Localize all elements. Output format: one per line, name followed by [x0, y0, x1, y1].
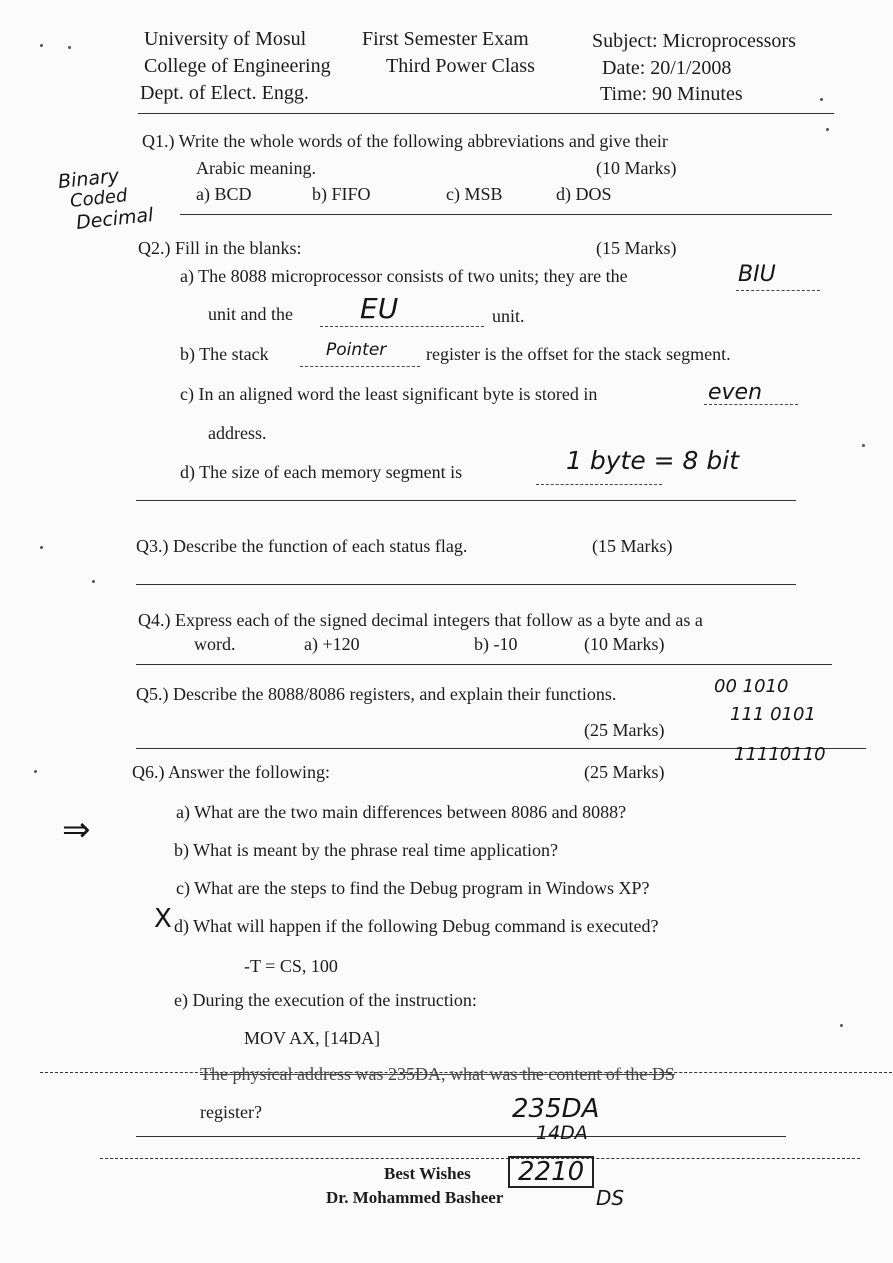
q1-title: Q1.) Write the whole words of the following abbreviations and give their — [142, 131, 668, 151]
handwriting-decimal: Decimal — [75, 204, 155, 234]
blank-d — [536, 484, 662, 485]
arrow-icon: ⇒ — [62, 810, 91, 850]
q1-item-d: d) DOS — [556, 184, 612, 204]
q4-title: Q4.) Express each of the signed decimal integers that follow as a byte and as a — [138, 610, 703, 630]
footer-divider — [100, 1158, 860, 1159]
q6-item-b: b) What is meant by the phrase real time application? — [174, 840, 559, 860]
q2-marks: (15 Marks) — [596, 238, 677, 258]
q5-marks: (25 Marks) — [584, 720, 665, 740]
q6-item-c: c) What are the steps to find the Debug program in Windows XP? — [176, 878, 650, 898]
answer-biu: BIU — [738, 262, 776, 287]
speckle — [34, 770, 37, 773]
q3-divider — [136, 584, 796, 585]
handwriting-ds: DS — [596, 1186, 625, 1210]
q1-divider — [180, 214, 832, 215]
handwriting-binary-3: 11110110 — [734, 744, 826, 765]
q2-a-line2: unit and the — [208, 304, 293, 324]
answer-even: even — [708, 380, 763, 405]
cross-mark-icon: X — [154, 904, 172, 934]
author: Dr. Mohammed Basheer — [326, 1188, 504, 1207]
speckle — [820, 98, 823, 101]
q6-instruction: MOV AX, [14DA] — [244, 1028, 381, 1048]
answer-ds-value: 2210 — [508, 1156, 594, 1188]
handwriting-binary-2: 111 0101 — [730, 704, 816, 725]
university-name: University of Mosul — [144, 28, 307, 50]
q5-title: Q5.) Describe the 8088/8086 registers, and explain their functions. — [136, 684, 617, 704]
q6-title: Q6.) Answer the following: — [132, 762, 330, 782]
q2-divider — [136, 500, 796, 501]
q1-item-b: b) FIFO — [312, 184, 371, 204]
q2-b-start: b) The stack — [180, 344, 269, 364]
q6-item-e: e) During the execution of the instruction: — [174, 990, 477, 1010]
q2-title: Q2.) Fill in the blanks: — [138, 238, 302, 258]
q6-struck-text: The physical address was 235DA, what was the content of the DS — [200, 1064, 675, 1084]
speckle — [92, 580, 95, 583]
q2-c-line1: c) In an aligned word the least significant byte is stored in — [180, 384, 598, 404]
answer-pointer: Pointer — [326, 340, 387, 360]
blank-a1 — [736, 290, 820, 291]
q1-item-a: a) BCD — [196, 184, 252, 204]
q3-title: Q3.) Describe the function of each status flag. — [136, 536, 468, 556]
q4-item-a: a) +120 — [304, 634, 360, 654]
q2-d-line1: d) The size of each memory segment is — [180, 462, 463, 482]
q6-register: register? — [200, 1102, 262, 1122]
speckle — [840, 1024, 843, 1027]
q1-item-c: c) MSB — [446, 184, 503, 204]
subject: Subject: Microprocessors — [592, 30, 796, 52]
q4-marks: (10 Marks) — [584, 634, 665, 654]
handwriting-coded: Coded — [69, 185, 129, 212]
q6-debug-command: -T = CS, 100 — [244, 956, 338, 976]
exam-title: First Semester Exam — [362, 28, 529, 50]
speckle — [40, 546, 43, 549]
answer-address: 235DA — [512, 1094, 600, 1124]
time-limit: Time: 90 Minutes — [600, 83, 743, 105]
q2-b-end: register is the offset for the stack segment. — [426, 344, 731, 364]
speckle — [826, 128, 829, 131]
speckle — [862, 444, 865, 447]
answer-eu: EU — [360, 292, 399, 325]
speckle — [40, 44, 43, 47]
handwriting-binary: Binary — [57, 164, 121, 194]
q2-a-line1: a) The 8088 microprocessor consists of two units; they are the — [180, 266, 628, 286]
date: Date: 20/1/2008 — [602, 57, 732, 79]
q2-a-line3: unit. — [492, 306, 525, 326]
handwriting-binary-1: 00 1010 — [714, 676, 789, 697]
best-wishes: Best Wishes — [384, 1164, 471, 1183]
header-divider — [138, 113, 834, 114]
department: Dept. of Elect. Engg. — [140, 82, 309, 104]
speckle — [68, 46, 71, 49]
class: Third Power Class — [386, 55, 535, 77]
q2-c-line2: address. — [208, 423, 267, 443]
college: College of Engineering — [144, 55, 331, 77]
q4-line2: word. — [194, 634, 236, 654]
q6-divider — [136, 1136, 786, 1137]
q4-item-b: b) -10 — [474, 634, 518, 654]
blank-b — [300, 366, 420, 367]
q6-item-d: d) What will happen if the following Debug command is executed? — [174, 916, 659, 936]
q6-item-a: a) What are the two main differences between 8086 and 8088? — [176, 802, 627, 822]
q1-line2: Arabic meaning. — [196, 158, 316, 178]
q3-marks: (15 Marks) — [592, 536, 673, 556]
q6-marks: (25 Marks) — [584, 762, 665, 782]
q4-divider — [136, 664, 832, 665]
answer-size: 1 byte = 8 bit — [566, 446, 740, 475]
q1-marks: (10 Marks) — [596, 158, 677, 178]
blank-a2 — [320, 326, 484, 327]
answer-offset: 14DA — [536, 1122, 588, 1144]
